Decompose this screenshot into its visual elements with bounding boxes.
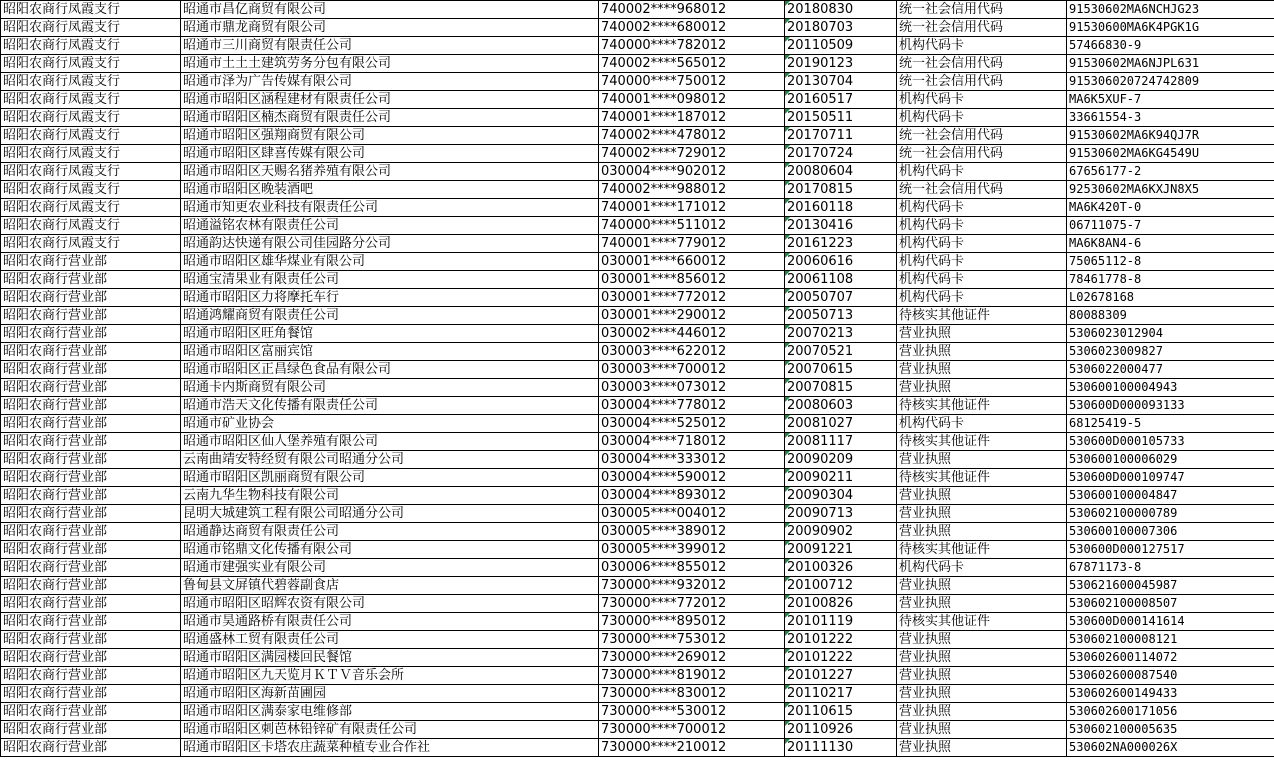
branch-cell[interactable]: 昭阳农商行营业部 — [1, 703, 181, 721]
certificate-type-cell[interactable]: 营业执照 — [897, 343, 1067, 361]
certificate-number-cell[interactable]: 530600D000141614 — [1067, 613, 1274, 631]
branch-cell[interactable]: 昭阳农商行营业部 — [1, 361, 181, 379]
branch-cell[interactable]: 昭阳农商行营业部 — [1, 721, 181, 739]
table-row — [1, 289, 1274, 307]
table-row — [1, 433, 1274, 451]
account-number-cell[interactable]: 030005****004012 — [599, 505, 785, 523]
branch-cell[interactable]: 昭阳农商行凤霞支行 — [1, 217, 181, 235]
certificate-number-cell[interactable]: 67656177-2 — [1067, 163, 1274, 181]
account-number-cell[interactable]: 740000****782012 — [599, 37, 785, 55]
certificate-number-cell[interactable]: 68125419-5 — [1067, 415, 1274, 433]
account-number-cell[interactable]: 740000****511012 — [599, 217, 785, 235]
certificate-number-cell[interactable]: 530602600087540 — [1067, 667, 1274, 685]
branch-cell[interactable]: 昭阳农商行营业部 — [1, 739, 181, 757]
account-number-cell[interactable]: 730000****269012 — [599, 649, 785, 667]
certificate-type-cell[interactable]: 机构代码卡 — [897, 289, 1067, 307]
account-number-cell[interactable]: 740002****729012 — [599, 145, 785, 163]
table-row — [1, 505, 1274, 523]
certificate-type-cell[interactable]: 营业执照 — [897, 505, 1067, 523]
certificate-type-cell[interactable]: 营业执照 — [897, 685, 1067, 703]
certificate-number-cell[interactable]: 91530602MA6KG4549U — [1067, 145, 1274, 163]
open-date-cell[interactable]: 20090209 — [785, 451, 897, 469]
account-number-cell[interactable]: 030001****660012 — [599, 253, 785, 271]
company-name-cell[interactable]: 昭通卡内斯商贸有限公司 — [181, 379, 599, 397]
branch-cell[interactable]: 昭阳农商行营业部 — [1, 577, 181, 595]
spreadsheet-body — [1, 1, 1274, 757]
table-row — [1, 361, 1274, 379]
certificate-type-cell[interactable]: 机构代码卡 — [897, 253, 1067, 271]
table-row — [1, 415, 1274, 433]
table-row — [1, 469, 1274, 487]
account-number-cell[interactable]: 030004****525012 — [599, 415, 785, 433]
account-number-cell[interactable]: 740002****988012 — [599, 181, 785, 199]
open-date-cell[interactable]: 20110217 — [785, 685, 897, 703]
account-number-cell[interactable]: 030004****893012 — [599, 487, 785, 505]
branch-cell[interactable]: 昭阳农商行凤霞支行 — [1, 235, 181, 253]
certificate-number-cell[interactable]: 530600100006029 — [1067, 451, 1274, 469]
branch-cell[interactable]: 昭阳农商行凤霞支行 — [1, 73, 181, 91]
account-number-cell[interactable]: 030002****446012 — [599, 325, 785, 343]
company-name-cell[interactable]: 昭通市昭阳区九天览月ＫＴＶ音乐会所 — [181, 667, 599, 685]
open-date-cell[interactable]: 20110615 — [785, 703, 897, 721]
certificate-type-cell[interactable]: 机构代码卡 — [897, 163, 1067, 181]
branch-cell[interactable]: 昭阳农商行营业部 — [1, 307, 181, 325]
branch-cell[interactable]: 昭阳农商行营业部 — [1, 505, 181, 523]
company-name-cell[interactable]: 昭通市昭阳区旺角餐馆 — [181, 325, 599, 343]
account-number-cell[interactable]: 730000****753012 — [599, 631, 785, 649]
table-row — [1, 91, 1274, 109]
certificate-type-cell[interactable]: 待核实其他证件 — [897, 307, 1067, 325]
branch-cell[interactable]: 昭阳农商行凤霞支行 — [1, 55, 181, 73]
company-name-cell[interactable]: 昭通鸿耀商贸有限责任公司 — [181, 307, 599, 325]
table-row — [1, 217, 1274, 235]
open-date-cell[interactable]: 20160118 — [785, 199, 897, 217]
branch-cell[interactable]: 昭阳农商行营业部 — [1, 379, 181, 397]
certificate-number-cell[interactable]: 530602NA000026X — [1067, 739, 1274, 757]
account-number-cell[interactable]: 030001****772012 — [599, 289, 785, 307]
table-row — [1, 109, 1274, 127]
certificate-number-cell[interactable]: 530600100007306 — [1067, 523, 1274, 541]
certificate-type-cell[interactable]: 营业执照 — [897, 595, 1067, 613]
open-date-cell[interactable]: 20101222 — [785, 631, 897, 649]
company-name-cell[interactable]: 昭通静达商贸有限责任公司 — [181, 523, 599, 541]
branch-cell[interactable]: 昭阳农商行营业部 — [1, 433, 181, 451]
certificate-number-cell[interactable]: 530602100008121 — [1067, 631, 1274, 649]
table-row — [1, 595, 1274, 613]
open-date-cell[interactable]: 20101222 — [785, 649, 897, 667]
company-name-cell[interactable]: 昭通市昭阳区凯丽商贸有限公司 — [181, 469, 599, 487]
certificate-type-cell[interactable]: 机构代码卡 — [897, 109, 1067, 127]
certificate-number-cell[interactable]: 33661554-3 — [1067, 109, 1274, 127]
certificate-number-cell[interactable]: 530600100004943 — [1067, 379, 1274, 397]
branch-cell[interactable]: 昭阳农商行营业部 — [1, 613, 181, 631]
branch-cell[interactable]: 昭阳农商行凤霞支行 — [1, 37, 181, 55]
account-number-cell[interactable]: 030003****073012 — [599, 379, 785, 397]
table-row — [1, 397, 1274, 415]
certificate-type-cell[interactable]: 统一社会信用代码 — [897, 19, 1067, 37]
company-name-cell[interactable]: 昭通盛林工贸有限责任公司 — [181, 631, 599, 649]
certificate-type-cell[interactable]: 待核实其他证件 — [897, 433, 1067, 451]
table-row — [1, 127, 1274, 145]
open-date-cell[interactable]: 20070615 — [785, 361, 897, 379]
branch-cell[interactable]: 昭阳农商行营业部 — [1, 271, 181, 289]
table-row — [1, 649, 1274, 667]
open-date-cell[interactable]: 20101227 — [785, 667, 897, 685]
account-number-cell[interactable]: 730000****210012 — [599, 739, 785, 757]
certificate-type-cell[interactable]: 统一社会信用代码 — [897, 181, 1067, 199]
open-date-cell[interactable]: 20050713 — [785, 307, 897, 325]
certificate-type-cell[interactable]: 营业执照 — [897, 361, 1067, 379]
branch-cell[interactable]: 昭阳农商行营业部 — [1, 397, 181, 415]
table-row — [1, 613, 1274, 631]
open-date-cell[interactable]: 20111130 — [785, 739, 897, 757]
open-date-cell[interactable]: 20100326 — [785, 559, 897, 577]
account-number-cell[interactable]: 740002****565012 — [599, 55, 785, 73]
company-name-cell[interactable]: 昭通市昭阳区富丽宾馆 — [181, 343, 599, 361]
table-row — [1, 19, 1274, 37]
table-row — [1, 559, 1274, 577]
certificate-type-cell[interactable]: 机构代码卡 — [897, 415, 1067, 433]
table-row — [1, 721, 1274, 739]
certificate-type-cell[interactable]: 统一社会信用代码 — [897, 145, 1067, 163]
certificate-type-cell[interactable]: 营业执照 — [897, 325, 1067, 343]
certificate-type-cell[interactable]: 机构代码卡 — [897, 559, 1067, 577]
account-number-cell[interactable]: 030006****855012 — [599, 559, 785, 577]
company-name-cell[interactable]: 昭通市昭阳区卡塔农庄蔬菜种植专业合作社 — [181, 739, 599, 757]
table-row — [1, 685, 1274, 703]
branch-cell[interactable]: 昭阳农商行凤霞支行 — [1, 91, 181, 109]
open-date-cell[interactable]: 20061108 — [785, 271, 897, 289]
certificate-type-cell[interactable]: 营业执照 — [897, 703, 1067, 721]
certificate-number-cell[interactable]: MA6K8AN4-6 — [1067, 235, 1274, 253]
account-number-cell[interactable]: 030003****700012 — [599, 361, 785, 379]
certificate-type-cell[interactable]: 机构代码卡 — [897, 271, 1067, 289]
account-number-cell[interactable]: 730000****819012 — [599, 667, 785, 685]
company-name-cell[interactable]: 昭通市昭阳区满园楼回民餐馆 — [181, 649, 599, 667]
company-name-cell[interactable]: 昭通市三川商贸有限责任公司 — [181, 37, 599, 55]
open-date-cell[interactable]: 20160517 — [785, 91, 897, 109]
company-name-cell[interactable]: 昭通市昭阳区晚装酒吧 — [181, 181, 599, 199]
company-name-cell[interactable]: 昭通市昭阳区力将摩托车行 — [181, 289, 599, 307]
certificate-type-cell[interactable]: 营业执照 — [897, 379, 1067, 397]
table-row — [1, 451, 1274, 469]
branch-cell[interactable]: 昭阳农商行凤霞支行 — [1, 109, 181, 127]
open-date-cell[interactable]: 20180830 — [785, 1, 897, 19]
open-date-cell[interactable]: 20070213 — [785, 325, 897, 343]
open-date-cell[interactable]: 20180703 — [785, 19, 897, 37]
account-number-cell[interactable]: 730000****700012 — [599, 721, 785, 739]
open-date-cell[interactable]: 20110926 — [785, 721, 897, 739]
company-name-cell[interactable]: 昭通市昭阳区肆喜传媒有限公司 — [181, 145, 599, 163]
company-name-cell[interactable]: 昭通市浩天文化传播有限责任公司 — [181, 397, 599, 415]
certificate-number-cell[interactable]: 530602100005635 — [1067, 721, 1274, 739]
branch-cell[interactable]: 昭阳农商行营业部 — [1, 541, 181, 559]
account-number-cell[interactable]: 030004****590012 — [599, 469, 785, 487]
certificate-number-cell[interactable]: MA6K420T-0 — [1067, 199, 1274, 217]
branch-cell[interactable]: 昭阳农商行营业部 — [1, 685, 181, 703]
open-date-cell[interactable]: 20070521 — [785, 343, 897, 361]
open-date-cell[interactable]: 20060616 — [785, 253, 897, 271]
open-date-cell[interactable]: 20130416 — [785, 217, 897, 235]
branch-cell[interactable]: 昭阳农商行凤霞支行 — [1, 181, 181, 199]
account-number-cell[interactable]: 730000****895012 — [599, 613, 785, 631]
table-row — [1, 667, 1274, 685]
certificate-type-cell[interactable]: 机构代码卡 — [897, 199, 1067, 217]
company-name-cell[interactable]: 昭通市建强实业有限公司 — [181, 559, 599, 577]
account-number-cell[interactable]: 740001****171012 — [599, 199, 785, 217]
branch-cell[interactable]: 昭阳农商行营业部 — [1, 487, 181, 505]
account-number-cell[interactable]: 740002****478012 — [599, 127, 785, 145]
certificate-number-cell[interactable]: 5306022000477 — [1067, 361, 1274, 379]
account-number-cell[interactable]: 030004****778012 — [599, 397, 785, 415]
open-date-cell[interactable]: 20161223 — [785, 235, 897, 253]
certificate-number-cell[interactable]: 915306020724742809 — [1067, 73, 1274, 91]
company-name-cell[interactable]: 昭通市昭阳区雄华煤业有限公司 — [181, 253, 599, 271]
account-number-cell[interactable]: 740000****750012 — [599, 73, 785, 91]
branch-cell[interactable]: 昭阳农商行凤霞支行 — [1, 163, 181, 181]
account-number-cell[interactable]: 730000****830012 — [599, 685, 785, 703]
account-number-cell[interactable]: 740001****779012 — [599, 235, 785, 253]
company-name-cell[interactable]: 昭通宝清果业有限责任公司 — [181, 271, 599, 289]
certificate-number-cell[interactable]: 530600D000127517 — [1067, 541, 1274, 559]
table-row — [1, 631, 1274, 649]
branch-cell[interactable]: 昭阳农商行营业部 — [1, 289, 181, 307]
certificate-type-cell[interactable]: 待核实其他证件 — [897, 541, 1067, 559]
table-row — [1, 541, 1274, 559]
company-name-cell[interactable]: 昭通市昭阳区满泰家电维修部 — [181, 703, 599, 721]
company-name-cell[interactable]: 昭通市泽为广告传媒有限公司 — [181, 73, 599, 91]
branch-cell[interactable]: 昭阳农商行营业部 — [1, 523, 181, 541]
table-row — [1, 253, 1274, 271]
account-number-cell[interactable]: 030003****622012 — [599, 343, 785, 361]
branch-cell[interactable]: 昭阳农商行凤霞支行 — [1, 199, 181, 217]
certificate-number-cell[interactable]: 530602100008507 — [1067, 595, 1274, 613]
company-name-cell[interactable]: 昭通市昭阳区强翔商贸有限公司 — [181, 127, 599, 145]
company-name-cell[interactable]: 昭通市昌亿商贸有限公司 — [181, 1, 599, 19]
company-name-cell[interactable]: 昭通市鼎龙商贸有限公司 — [181, 19, 599, 37]
open-date-cell[interactable]: 20090713 — [785, 505, 897, 523]
certificate-number-cell[interactable]: 5306023012904 — [1067, 325, 1274, 343]
branch-cell[interactable]: 昭阳农商行营业部 — [1, 649, 181, 667]
open-date-cell[interactable]: 20081027 — [785, 415, 897, 433]
certificate-type-cell[interactable]: 待核实其他证件 — [897, 469, 1067, 487]
table-row — [1, 379, 1274, 397]
open-date-cell[interactable]: 20110509 — [785, 37, 897, 55]
table-row — [1, 271, 1274, 289]
certificate-type-cell[interactable]: 营业执照 — [897, 451, 1067, 469]
open-date-cell[interactable]: 20080604 — [785, 163, 897, 181]
branch-cell[interactable]: 昭阳农商行营业部 — [1, 469, 181, 487]
table-row — [1, 145, 1274, 163]
certificate-type-cell[interactable]: 营业执照 — [897, 721, 1067, 739]
certificate-number-cell[interactable]: 530602600149433 — [1067, 685, 1274, 703]
certificate-number-cell[interactable]: L02678168 — [1067, 289, 1274, 307]
certificate-number-cell[interactable]: 92530602MA6KXJN8X5 — [1067, 181, 1274, 199]
account-number-cell[interactable]: 030004****902012 — [599, 163, 785, 181]
table-row — [1, 1, 1274, 19]
certificate-number-cell[interactable]: 91530602MA6NJPL631 — [1067, 55, 1274, 73]
open-date-cell[interactable]: 20170815 — [785, 181, 897, 199]
table-row — [1, 523, 1274, 541]
certificate-number-cell[interactable]: 530600D000105733 — [1067, 433, 1274, 451]
company-name-cell[interactable]: 鲁甸县文屏镇代碧蓉副食店 — [181, 577, 599, 595]
table-row — [1, 163, 1274, 181]
account-number-cell[interactable]: 740001****187012 — [599, 109, 785, 127]
table-row — [1, 577, 1274, 595]
certificate-number-cell[interactable]: 57466830-9 — [1067, 37, 1274, 55]
table-row — [1, 343, 1274, 361]
certificate-type-cell[interactable]: 机构代码卡 — [897, 217, 1067, 235]
company-name-cell[interactable]: 昭通市昭阳区涵程建材有限责任公司 — [181, 91, 599, 109]
certificate-type-cell[interactable]: 统一社会信用代码 — [897, 1, 1067, 19]
branch-cell[interactable]: 昭阳农商行营业部 — [1, 667, 181, 685]
open-date-cell[interactable]: 20130704 — [785, 73, 897, 91]
certificate-type-cell[interactable]: 营业执照 — [897, 631, 1067, 649]
account-number-cell[interactable]: 740002****968012 — [599, 1, 785, 19]
company-name-cell[interactable]: 昭通市铭鼎文化传播有限公司 — [181, 541, 599, 559]
open-date-cell[interactable]: 20091221 — [785, 541, 897, 559]
company-name-cell[interactable]: 昭通市昭阳区楠杰商贸有限责任公司 — [181, 109, 599, 127]
certificate-number-cell[interactable]: 5306023009827 — [1067, 343, 1274, 361]
account-number-cell[interactable]: 030005****399012 — [599, 541, 785, 559]
table-row — [1, 739, 1274, 757]
certificate-number-cell[interactable]: 75065112-8 — [1067, 253, 1274, 271]
open-date-cell[interactable]: 20070815 — [785, 379, 897, 397]
certificate-type-cell[interactable]: 机构代码卡 — [897, 91, 1067, 109]
certificate-number-cell[interactable]: 91530602MA6K94QJ7R — [1067, 127, 1274, 145]
branch-cell[interactable]: 昭阳农商行凤霞支行 — [1, 127, 181, 145]
company-name-cell[interactable]: 云南曲靖安特经贸有限公司昭通分公司 — [181, 451, 599, 469]
account-number-cell[interactable]: 730000****932012 — [599, 577, 785, 595]
open-date-cell[interactable]: 20170724 — [785, 145, 897, 163]
company-name-cell[interactable]: 昭通韵达快递有限公司佳园路分公司 — [181, 235, 599, 253]
certificate-number-cell[interactable]: 530602600114072 — [1067, 649, 1274, 667]
company-name-cell[interactable]: 昭通市昭阳区昭辉农资有限公司 — [181, 595, 599, 613]
table-row — [1, 325, 1274, 343]
branch-cell[interactable]: 昭阳农商行营业部 — [1, 415, 181, 433]
certificate-type-cell[interactable]: 营业执照 — [897, 739, 1067, 757]
certificate-type-cell[interactable]: 机构代码卡 — [897, 37, 1067, 55]
account-number-cell[interactable]: 030005****389012 — [599, 523, 785, 541]
company-name-cell[interactable]: 昭通市昭阳区天赐名猪养殖有限公司 — [181, 163, 599, 181]
table-row — [1, 181, 1274, 199]
open-date-cell[interactable]: 20080603 — [785, 397, 897, 415]
certificate-type-cell[interactable]: 营业执照 — [897, 577, 1067, 595]
certificate-type-cell[interactable]: 营业执照 — [897, 523, 1067, 541]
certificate-number-cell[interactable]: 530602100000789 — [1067, 505, 1274, 523]
company-name-cell[interactable]: 云南九华生物科技有限公司 — [181, 487, 599, 505]
open-date-cell[interactable]: 20190123 — [785, 55, 897, 73]
certificate-number-cell[interactable]: 530600D000093133 — [1067, 397, 1274, 415]
account-number-cell[interactable]: 030001****290012 — [599, 307, 785, 325]
table-row — [1, 37, 1274, 55]
account-number-cell[interactable]: 730000****530012 — [599, 703, 785, 721]
table-row — [1, 703, 1274, 721]
company-name-cell[interactable]: 昭通市土土土建筑劳务分包有限公司 — [181, 55, 599, 73]
certificate-type-cell[interactable]: 待核实其他证件 — [897, 613, 1067, 631]
open-date-cell[interactable]: 20101119 — [785, 613, 897, 631]
company-name-cell[interactable]: 昭通市昭阳区刺芭林铅锌矿有限责任公司 — [181, 721, 599, 739]
certificate-type-cell[interactable]: 营业执照 — [897, 649, 1067, 667]
company-name-cell[interactable]: 昭通市昭阳区海新苗圃园 — [181, 685, 599, 703]
open-date-cell[interactable]: 20081117 — [785, 433, 897, 451]
certificate-number-cell[interactable]: 78461778-8 — [1067, 271, 1274, 289]
table-row — [1, 487, 1274, 505]
company-name-cell[interactable]: 昭通市昊通路桥有限责任公司 — [181, 613, 599, 631]
company-name-cell[interactable]: 昭通市昭阳区正昌绿色食品有限公司 — [181, 361, 599, 379]
company-name-cell[interactable]: 昭通溢铭农林有限责任公司 — [181, 217, 599, 235]
certificate-type-cell[interactable]: 统一社会信用代码 — [897, 127, 1067, 145]
table-row — [1, 73, 1274, 91]
branch-cell[interactable]: 昭阳农商行营业部 — [1, 253, 181, 271]
open-date-cell[interactable]: 20050707 — [785, 289, 897, 307]
open-date-cell[interactable]: 20090304 — [785, 487, 897, 505]
certificate-number-cell[interactable]: 530600100004847 — [1067, 487, 1274, 505]
branch-cell[interactable]: 昭阳农商行营业部 — [1, 595, 181, 613]
table-row — [1, 307, 1274, 325]
certificate-number-cell[interactable]: 530602600171056 — [1067, 703, 1274, 721]
branch-cell[interactable]: 昭阳农商行营业部 — [1, 343, 181, 361]
branch-cell[interactable]: 昭阳农商行营业部 — [1, 631, 181, 649]
open-date-cell[interactable]: 20090211 — [785, 469, 897, 487]
company-name-cell[interactable]: 昭通市知更农业科技有限责任公司 — [181, 199, 599, 217]
account-number-cell[interactable]: 730000****772012 — [599, 595, 785, 613]
certificate-type-cell[interactable]: 营业执照 — [897, 667, 1067, 685]
branch-cell[interactable]: 昭阳农商行凤霞支行 — [1, 145, 181, 163]
certificate-number-cell[interactable]: 530621600045987 — [1067, 577, 1274, 595]
certificate-number-cell[interactable]: 91530600MA6K4PGK1G — [1067, 19, 1274, 37]
open-date-cell[interactable]: 20100826 — [785, 595, 897, 613]
table-row — [1, 199, 1274, 217]
open-date-cell[interactable]: 20150511 — [785, 109, 897, 127]
branch-cell[interactable]: 昭阳农商行凤霞支行 — [1, 1, 181, 19]
table-row — [1, 55, 1274, 73]
table-row — [1, 235, 1274, 253]
branch-cell[interactable]: 昭阳农商行营业部 — [1, 325, 181, 343]
company-name-cell[interactable]: 昆明大城建筑工程有限公司昭通分公司 — [181, 505, 599, 523]
account-number-cell[interactable]: 030004****333012 — [599, 451, 785, 469]
branch-cell[interactable]: 昭阳农商行营业部 — [1, 451, 181, 469]
certificate-number-cell[interactable]: 530600D000109747 — [1067, 469, 1274, 487]
certificate-type-cell[interactable]: 统一社会信用代码 — [897, 73, 1067, 91]
certificate-type-cell[interactable]: 营业执照 — [897, 487, 1067, 505]
open-date-cell[interactable]: 20170711 — [785, 127, 897, 145]
certificate-number-cell[interactable]: 80088309 — [1067, 307, 1274, 325]
certificate-number-cell[interactable]: 91530602MA6NCHJG23 — [1067, 1, 1274, 19]
certificate-type-cell[interactable]: 待核实其他证件 — [897, 397, 1067, 415]
open-date-cell[interactable]: 20100712 — [785, 577, 897, 595]
branch-cell[interactable]: 昭阳农商行凤霞支行 — [1, 19, 181, 37]
certificate-number-cell[interactable]: MA6K5XUF-7 — [1067, 91, 1274, 109]
open-date-cell[interactable]: 20090902 — [785, 523, 897, 541]
company-name-cell[interactable]: 昭通市昭阳区仙人堡养殖有限公司 — [181, 433, 599, 451]
account-number-cell[interactable]: 740001****098012 — [599, 91, 785, 109]
certificate-number-cell[interactable]: 67871173-8 — [1067, 559, 1274, 577]
certificate-type-cell[interactable]: 机构代码卡 — [897, 235, 1067, 253]
certificate-type-cell[interactable]: 统一社会信用代码 — [897, 55, 1067, 73]
branch-cell[interactable]: 昭阳农商行营业部 — [1, 559, 181, 577]
account-number-cell[interactable]: 030001****856012 — [599, 271, 785, 289]
account-number-cell[interactable]: 740002****680012 — [599, 19, 785, 37]
account-number-cell[interactable]: 030004****718012 — [599, 433, 785, 451]
company-name-cell[interactable]: 昭通市矿业协会 — [181, 415, 599, 433]
certificate-number-cell[interactable]: 06711075-7 — [1067, 217, 1274, 235]
